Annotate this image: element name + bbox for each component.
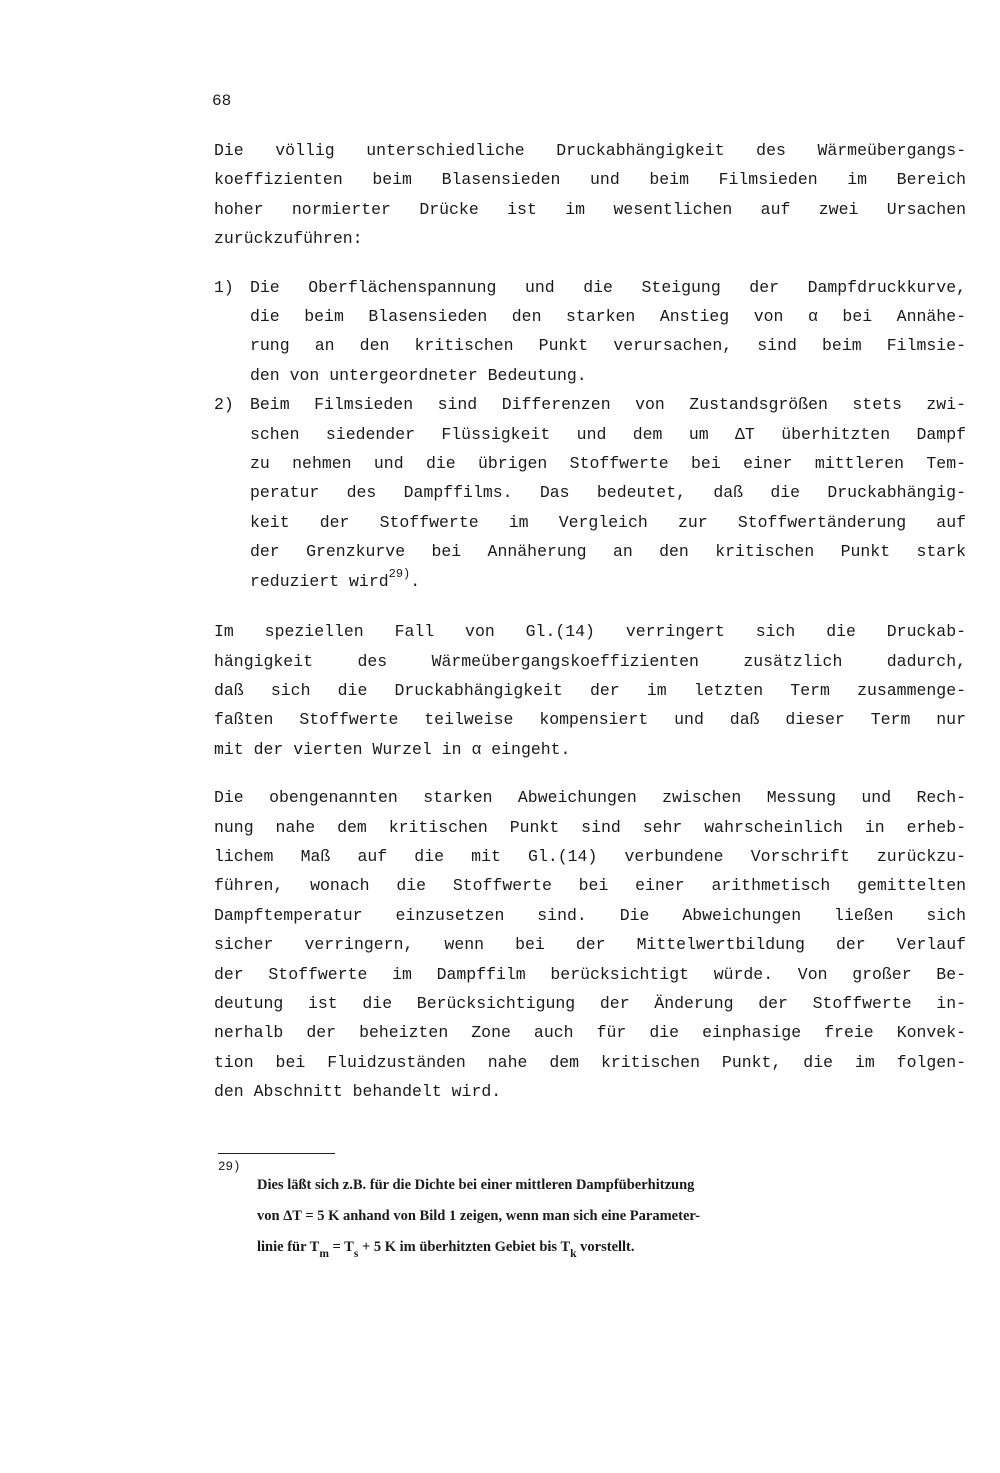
text-line: faßten Stoffwerte teilweise kompensiert und daß dieser Term nur xyxy=(214,710,966,730)
text-line: der Grenzkurve bei Annäherung an den kritischen Punkt stark xyxy=(250,542,966,562)
paragraph-2 xyxy=(214,617,966,764)
text-line: führen, wonach die Stoffwerte bei einer arithmetisch gemittelten xyxy=(214,876,966,896)
footnote-separator xyxy=(218,1153,335,1154)
paragraph-3 xyxy=(214,783,966,1106)
text-line: daß sich die Druckabhängigkeit der im letzten Term zusammenge- xyxy=(214,680,966,700)
text-line: hoher normierter Drücke ist im wesentlichen auf zwei Ursachen xyxy=(214,199,966,219)
footnote-line: von ΔT = 5 K anhand von Bild 1 zeigen, wenn man sich eine Parameter- xyxy=(257,1208,701,1224)
text-line: den von untergeordneter Bedeutung. xyxy=(250,365,587,385)
footnote-text xyxy=(257,1170,947,1263)
footnote-marker: 29) xyxy=(218,1160,241,1174)
text-line: Im speziellen Fall von Gl.(14) verringert sich die Druckab- xyxy=(214,622,966,642)
text-line: Dampftemperatur einzusetzen sind. Die Abweichungen ließen sich xyxy=(214,905,966,925)
text-line: Die obengenannten starken Abweichungen zwischen Messung und Rech- xyxy=(214,788,966,808)
text-line: lichem Maß auf die mit Gl.(14) verbundene Vorschrift zurückzu- xyxy=(214,846,966,866)
text-line: koeffizienten beim Blasensieden und beim Filmsieden im Bereich xyxy=(214,170,966,190)
list-marker: 1) xyxy=(214,277,234,297)
text-line: die beim Blasensieden den starken Anstieg von α bei Annähe- xyxy=(250,307,966,327)
intro-paragraph xyxy=(214,136,966,254)
text-line: Die völlig unterschiedliche Druckabhängigkeit des Wärmeübergangs- xyxy=(214,141,966,160)
main-text xyxy=(214,136,966,1107)
text-line: sicher verringern, wenn bei der Mittelwertbildung der Verlauf xyxy=(214,935,966,955)
text-line: tion bei Fluidzuständen nahe dem kritischen Punkt, die im folgen- xyxy=(214,1052,966,1072)
footnote-reference: 29) xyxy=(388,566,411,581)
page-number: 68 xyxy=(212,92,232,110)
footnote-line: linie für $T_m = T_s + 5$ K im überhitzten Gebiet bis $T_k$ vorstellt. xyxy=(257,1239,635,1260)
text-line: mit der vierten Wurzel in α eingeht. xyxy=(214,739,571,759)
text-line: rung an den kritischen Punkt verursachen, sind beim Filmsie- xyxy=(250,336,966,356)
text-line: zu nehmen und die übrigen Stoffwerte bei einer mittleren Tem- xyxy=(250,454,966,474)
text-line: peratur des Dampffilms. Das bedeutet, daß die Druckabhängig- xyxy=(250,483,966,503)
text-line: nung nahe dem kritischen Punkt sind sehr wahrscheinlich in erheb- xyxy=(214,817,966,837)
list-marker: 2) xyxy=(214,395,234,415)
list-item-2 xyxy=(214,390,966,596)
text-line: der Stoffwerte im Dampffilm berücksichtigt würde. Von großer Be- xyxy=(214,964,966,984)
footnote-line: Dies läßt sich z.B. für die Dichte bei einer mittleren Dampfüberhitzung xyxy=(257,1177,695,1193)
text-line: den Abschnitt behandelt wird. xyxy=(214,1082,502,1102)
text-line: Beim Filmsieden sind Differenzen von Zustandsgrößen stets zwi- xyxy=(250,395,966,415)
text-line: schen siedender Flüssigkeit und dem um ΔT überhitzten Dampf xyxy=(250,424,966,444)
list-item-1 xyxy=(214,273,966,391)
text-line: Die Oberflächenspannung und die Steigung der Dampfdruckkurve, xyxy=(250,277,966,297)
text-line: deutung ist die Berücksichtigung der Änderung der Stoffwerte in- xyxy=(214,993,966,1013)
text-line: hängigkeit des Wärmeübergangskoeffizienten zusätzlich dadurch, xyxy=(214,651,966,671)
text-line: reduziert wird$^{29)}$. xyxy=(250,566,421,591)
text-line: nerhalb der beheizten Zone auch für die einphasige freie Konvek- xyxy=(214,1023,966,1043)
text-line: zurückzuführen: xyxy=(214,229,363,249)
text-line: keit der Stoffwerte im Vergleich zur Stoffwertänderung auf xyxy=(250,512,966,532)
